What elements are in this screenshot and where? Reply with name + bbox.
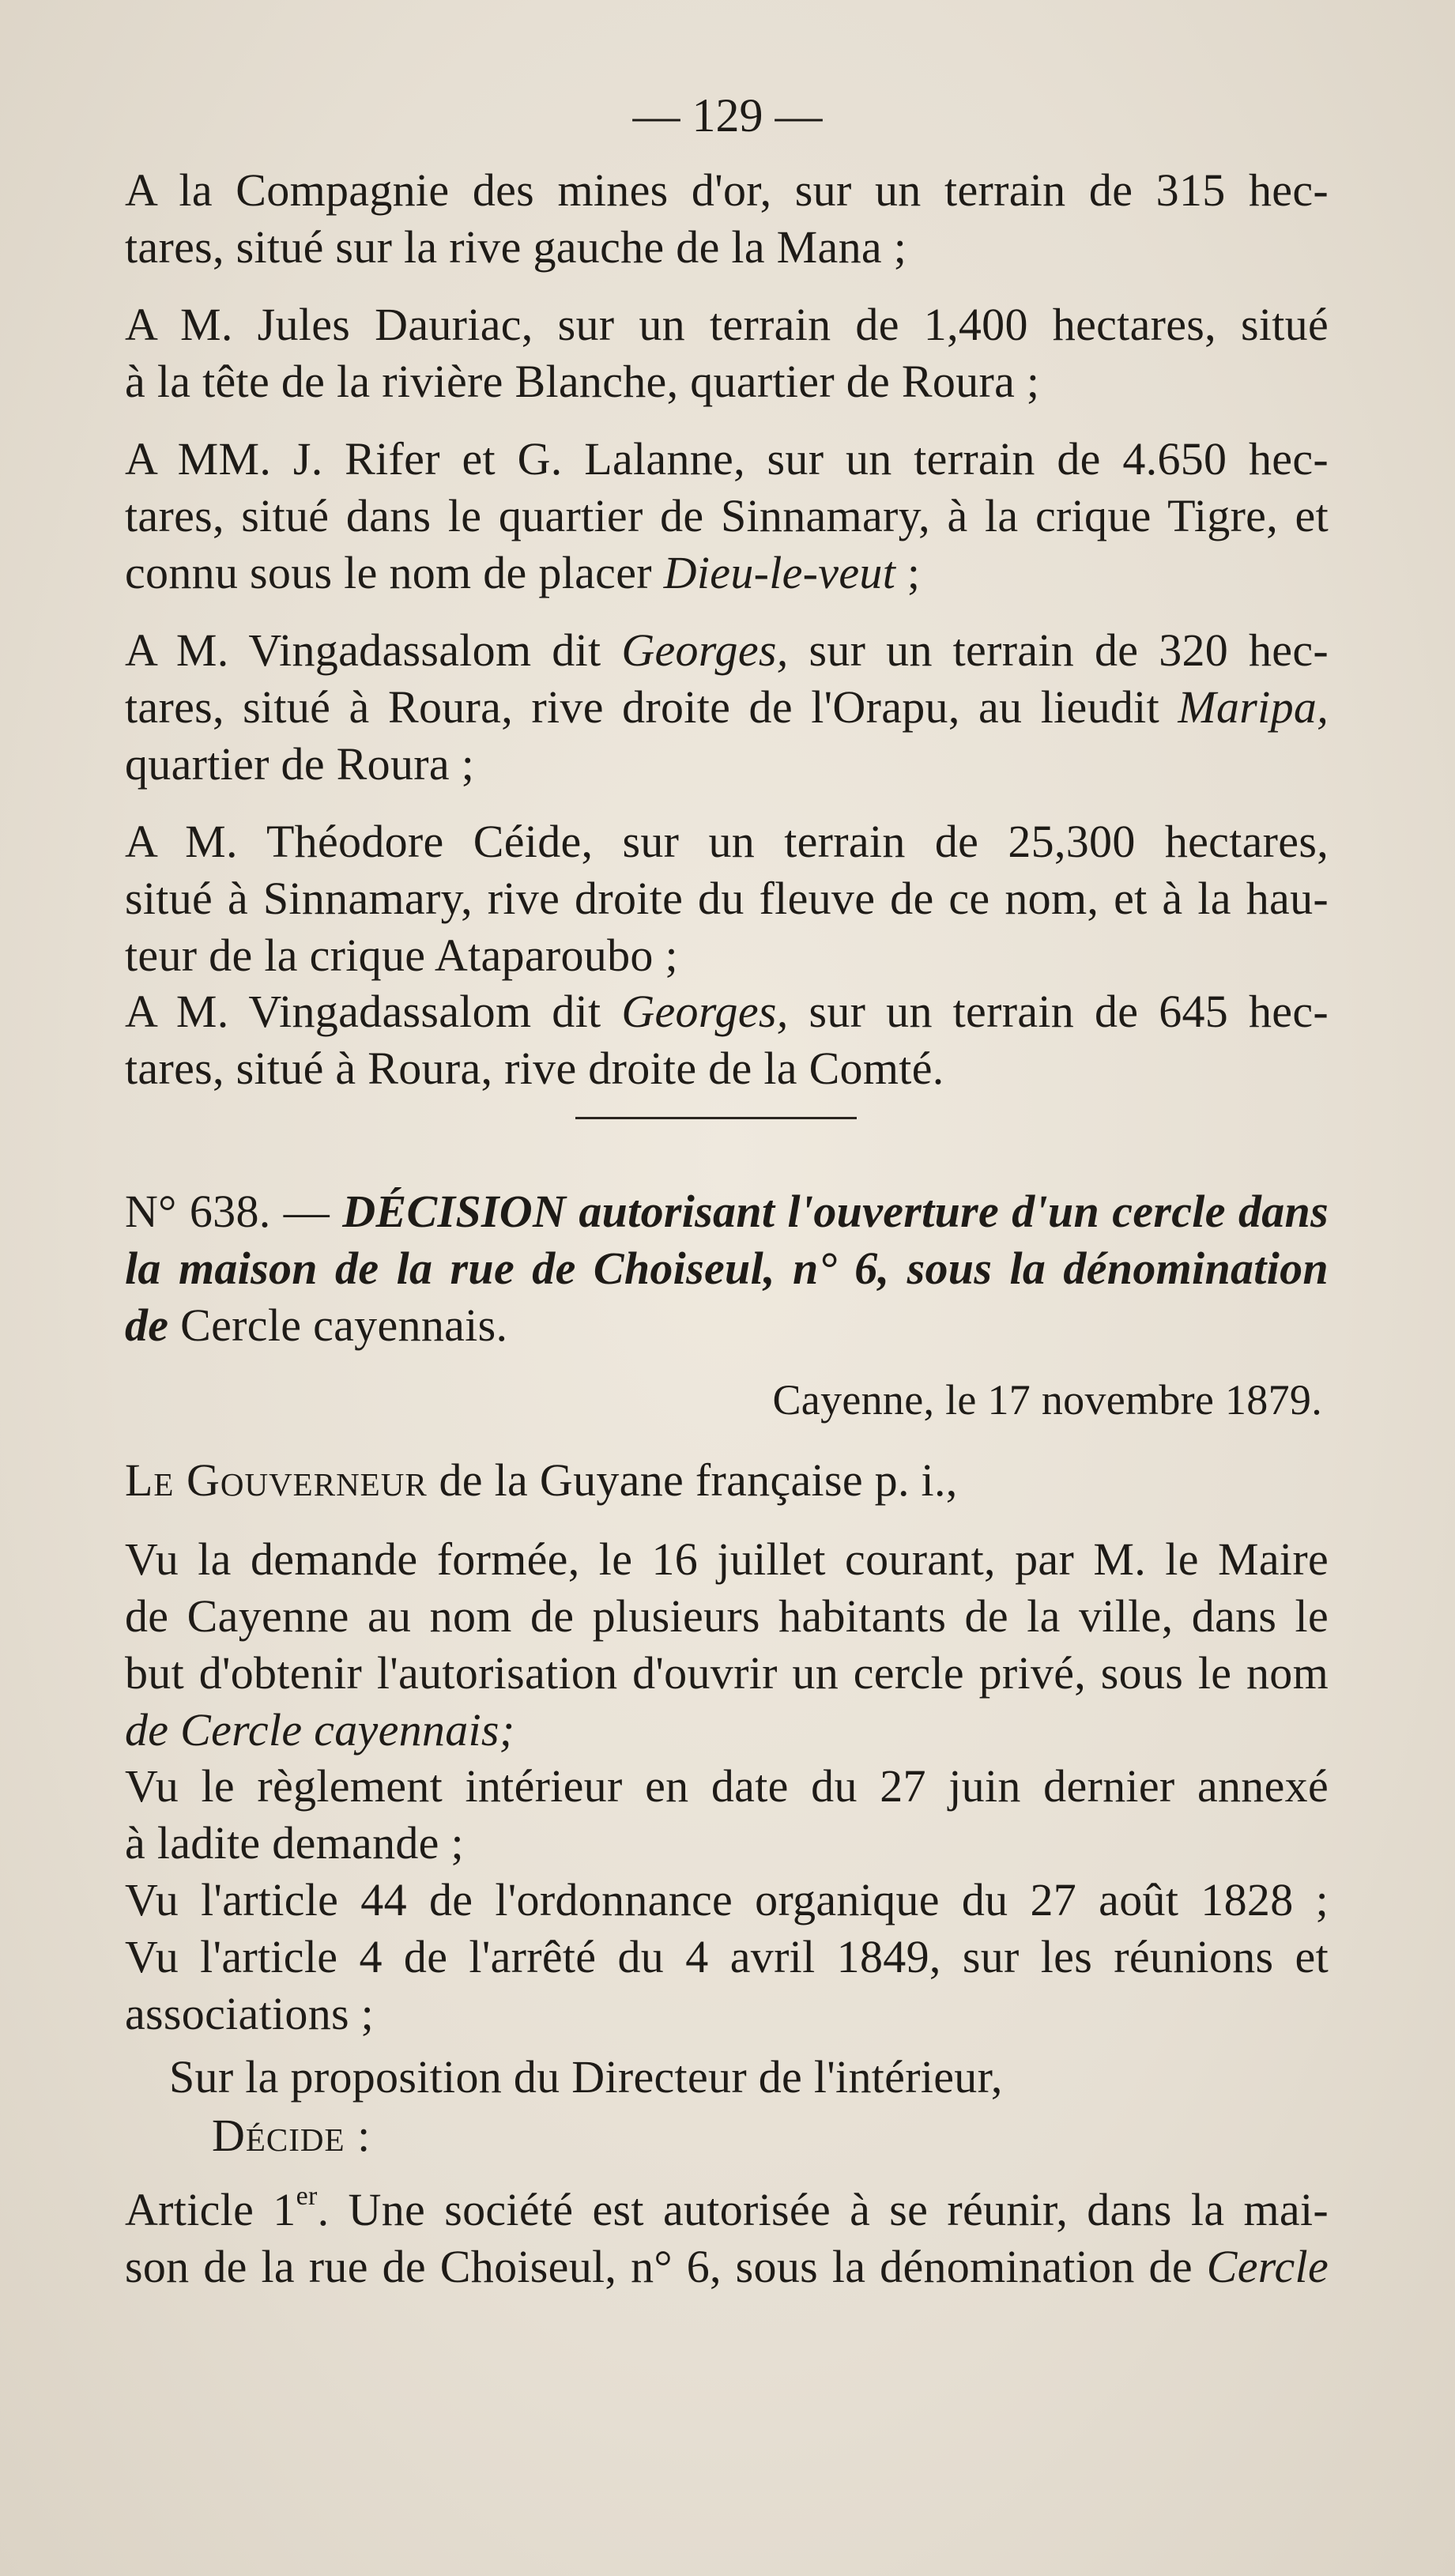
text-line: associations ; — [125, 1988, 375, 2039]
text-line — [125, 1452, 1329, 1509]
text-line: à ladite demande ; — [125, 1817, 464, 1869]
decision-title — [125, 1297, 1329, 1354]
text-line: tares, situé sur la rive gauche de la Mana ; — [125, 221, 907, 273]
text-line: tares, situé à Roura, rive droite de la Comté. — [125, 1043, 944, 1094]
alias-name: Georges, — [621, 986, 789, 1037]
decision-title-text: la maison de la rue de Choiseul, n° 6, sous la dénomination — [125, 1243, 1329, 1294]
text-segment: Article 1 — [125, 2184, 296, 2235]
text-line — [125, 1702, 1329, 1759]
text-line: à la tête de la rivière Blanche, quartier de Roura ; — [125, 356, 1040, 407]
superscript: er — [296, 2182, 318, 2211]
place-date: Cayenne, le 17 novembre 1879. — [772, 1376, 1322, 1424]
text-segment: de Cercle cayennais; — [125, 1704, 515, 1756]
decision-title — [125, 1240, 1329, 1297]
page-number: — 129 — — [632, 89, 823, 141]
decision-title-text: autorisant l'ouverture d'un cercle dans — [579, 1186, 1329, 1237]
text-line: A MM. J. Rifer et G. Lalanne, sur un terrain de 4.650 hec- — [125, 433, 1329, 485]
text-segment: de la Guyane française p. i., — [439, 1454, 958, 1506]
text-line: Vu l'article 4 de l'arrêté du 4 avril 1849, sur les réunions et — [125, 1931, 1329, 1982]
text-line: Vu la demande formée, le 16 juillet courant, par M. le Maire — [125, 1533, 1329, 1585]
text-line: A la Compagnie des mines d'or, sur un terrain de 315 hec- — [125, 164, 1329, 216]
text-line: teur de la crique Ataparoubo ; — [125, 930, 678, 981]
text-line: Vu l'article 44 de l'ordonnance organique du 27 août 1828 ; — [125, 1874, 1329, 1925]
gouverneur-label: Le Gouverneur — [125, 1454, 428, 1506]
text-line: situé à Sinnamary, rive droite du fleuve de ce nom, et à la hau- — [125, 873, 1329, 924]
text-line: quartier de Roura ; — [125, 738, 475, 790]
text-line: connu sous le nom de placer Dieu-le-veut ; — [125, 547, 921, 598]
text-line — [125, 983, 1329, 1040]
decide-label: Décide : — [212, 2110, 371, 2161]
decision-title-text: Cercle cayennais. — [180, 1299, 508, 1351]
text-line — [125, 2238, 1329, 2295]
text-line: A M. Théodore Céide, sur un terrain de 25,300 hectares, — [125, 816, 1329, 867]
alias-name: Georges, — [621, 624, 789, 676]
text-line: tares, situé dans le quartier de Sinnamary, à la crique Tigre, et — [125, 490, 1329, 541]
section-divider — [575, 1117, 857, 1119]
decision-keyword: DÉCISION — [342, 1186, 567, 1237]
text-line: A M. Jules Dauriac, sur un terrain de 1,400 hectares, situé — [125, 299, 1329, 350]
text-line — [125, 679, 1329, 736]
placer-name: Dieu-le-veut — [663, 547, 896, 598]
text-segment: A M. Vingadassalom dit — [125, 986, 601, 1037]
decision-title — [125, 1183, 1329, 1240]
text-line — [125, 622, 1329, 679]
text-line — [125, 2182, 1329, 2238]
text-line: de Cayenne au nom de plusieurs habitants de la ville, dans le — [125, 1590, 1329, 1642]
decision-title-text: de — [125, 1299, 169, 1351]
text-segment: A M. Vingadassalom dit — [125, 624, 601, 676]
text-line: Vu le règlement intérieur en date du 27 juin dernier annexé — [125, 1760, 1329, 1812]
text-segment: Cercle — [1206, 2241, 1329, 2292]
text-segment: . Une société est autorisée à se réunir, dans la mai- — [317, 2184, 1329, 2235]
text-segment: son de la rue de Choiseul, n° 6, sous la dénomination de — [125, 2241, 1193, 2292]
text-segment: connu sous le nom de placer — [125, 547, 652, 598]
lieudit-name: Maripa, — [1178, 681, 1329, 733]
text-segment: tares, situé à Roura, rive droite de l'Orapu, au lieudit — [125, 681, 1160, 733]
decision-number: N° 638. — — [125, 1186, 330, 1237]
text-segment: sur un terrain de 320 hec- — [809, 624, 1329, 676]
text-line: but d'obtenir l'autorisation d'ouvrir un cercle privé, sous le nom — [125, 1647, 1329, 1699]
text-segment: sur un terrain de 645 hec- — [809, 986, 1329, 1037]
text-line: Sur la proposition du Directeur de l'intérieur, — [169, 2051, 1003, 2103]
